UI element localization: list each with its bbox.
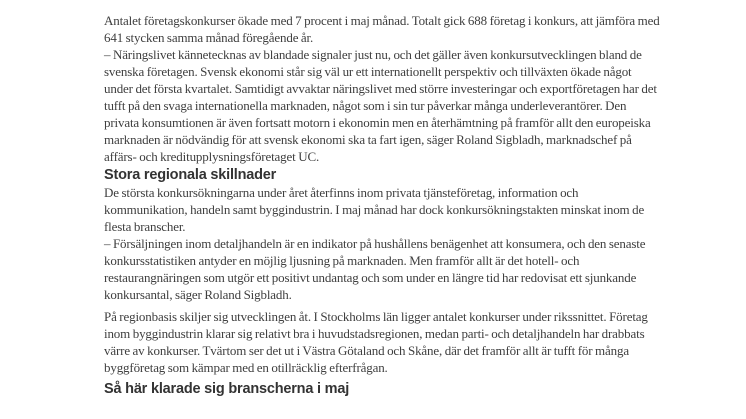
press-release-body bbox=[104, 12, 662, 398]
body-paragraph-regions: På regionbasis skiljer sig utvecklingen åt. I Stockholms län ligger antalet konkurser under rikssnittet. Företag inom byggindustrin klarar sig relativt bra i huvudstadsregionen, medan parti- och detaljhandeln har drabbats värre av konkurser. Tvärtom ser det ut i Västra Götaland och Skåne, där det framför allt är tufft för många byggföretag som kämpar med en otillräcklig efterfrågan. bbox=[104, 309, 648, 375]
section-heading-regional-differences: Stora regionala skillnader bbox=[104, 167, 277, 183]
body-paragraph-industries: De största konkursökningarna under året återfinns inom privata tjänsteföretag, information och kommunikation, handeln samt byggindustrin. I maj månad har dock konkursökningstakten minskat inom de flesta branscher. bbox=[104, 185, 645, 234]
quote-paragraph-retail: – Försäljningen inom detaljhandeln är en indikator på hushållens benägenhet att konsumera, och den senaste konkursstatistiken antyder en möjlig ljusning på marknaden. Men framför allt är det hotell- och restaurangnäringen som utgör ett positivt undantag och som under en längre tid har redovisat ett sjunkande konkursantal, säger Roland Sigbladh. bbox=[104, 236, 646, 302]
section-heading-clipped-bottom: Så här klarade sig branscherna i maj bbox=[104, 381, 350, 397]
lead-paragraph: Antalet företagskonkurser ökade med 7 procent i maj månad. Totalt gick 688 företag i konkurs, att jämföra med 641 stycken samma månad föregående år. bbox=[104, 13, 660, 45]
quote-paragraph-economy: – Näringslivet kännetecknas av blandade signaler just nu, och det gäller även konkursutvecklingen bland de svenska företagen. Svensk ekonomi står sig väl ur ett internationellt perspektiv och tillväxten ökade något under det första kvartalet. Samtidigt avvaktar näringslivet med större investeringar och exportföretagen har det tufft på den svaga internationella marknaden, något som i sin tur påverkar många underleverantörer. Den privata konsumtionen är även fortsatt motorn i ekonomin men en återhämtning på framför allt den europeiska marknaden är nödvändig för att svensk ekonomi ska ta fart igen, säger Roland Sigbladh, marknadschef på affärs- och kreditupplysningsföretaget UC. bbox=[104, 47, 657, 164]
